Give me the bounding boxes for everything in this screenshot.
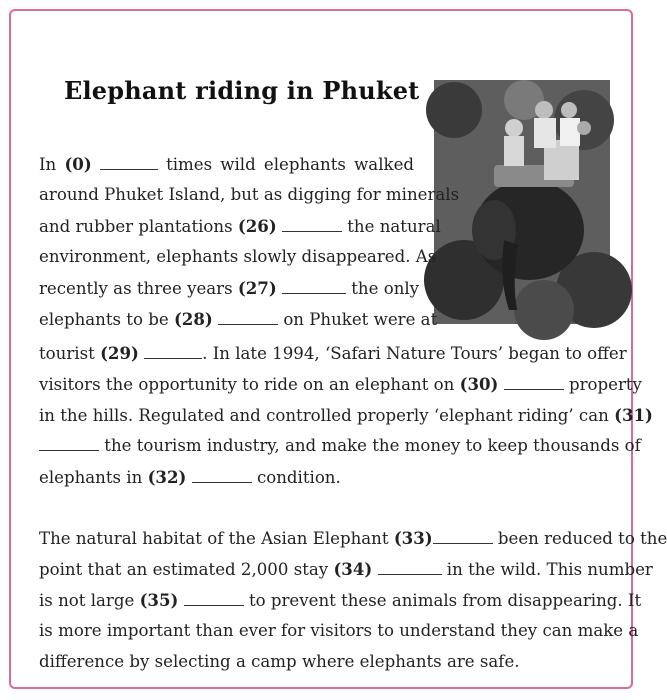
para2-line4: [39, 621, 639, 641]
text: is not large: [39, 591, 135, 610]
question-number: (34): [333, 559, 373, 579]
text: been reduced to the: [497, 529, 667, 548]
question-number: (26): [237, 216, 277, 236]
question-number: (30): [459, 374, 499, 394]
question-number: (31): [614, 405, 653, 425]
para1-line11: [39, 467, 603, 488]
answer-blank[interactable]: [144, 344, 202, 359]
answer-blank[interactable]: [504, 375, 564, 390]
para1-line8: [39, 374, 642, 395]
text: to prevent these animals from disappearing. It: [248, 591, 642, 610]
para1-line3: [39, 216, 441, 237]
text: on Phuket were at: [283, 310, 438, 329]
text: environment, elephants slowly disappeared. As: [39, 247, 437, 266]
para1-line2: [39, 185, 460, 205]
text: and rubber plantations: [39, 217, 233, 236]
text: The natural habitat of the Asian Elephant: [39, 529, 389, 548]
text: tourist: [39, 344, 95, 363]
answer-blank[interactable]: [433, 529, 493, 544]
question-number: (27): [237, 278, 277, 298]
para1-line4: [39, 247, 437, 267]
answer-blank[interactable]: [100, 155, 158, 170]
text: property: [568, 375, 642, 394]
text: the natural: [347, 217, 441, 236]
para1-line6: [39, 309, 438, 330]
para2-line3: [39, 590, 642, 611]
answer-blank[interactable]: [378, 560, 442, 575]
para1-line9: [39, 405, 653, 426]
question-number: (0): [64, 154, 92, 174]
answer-blank[interactable]: [282, 217, 342, 232]
text: . In late 1994, ‘Safari Nature Tours’ began to offer: [202, 344, 627, 363]
text: condition.: [256, 468, 341, 487]
para1-line10: [39, 436, 641, 456]
text: difference by selecting a camp where elephants are safe.: [39, 652, 520, 671]
elephant-riding-photo: [434, 80, 610, 324]
text: point that an estimated 2,000 stay: [39, 560, 329, 579]
text: visitors the opportunity to ride on an elephant on: [39, 375, 455, 394]
text: times wild elephants walked: [166, 155, 415, 174]
para2-line5: [39, 652, 603, 672]
para1-line1: [39, 154, 414, 175]
text: the tourism industry, and make the money to keep thousands of: [104, 436, 641, 455]
answer-blank[interactable]: [192, 468, 252, 483]
text: the only: [351, 279, 420, 298]
question-number: (35): [139, 590, 179, 610]
answer-blank[interactable]: [282, 279, 346, 294]
question-number: (33): [393, 528, 433, 548]
text: recently as three years: [39, 279, 233, 298]
question-number: (28): [173, 309, 213, 329]
para2-line1: [39, 528, 667, 549]
para1-line7: [39, 343, 627, 364]
answer-blank[interactable]: [39, 436, 99, 451]
question-number: (29): [100, 343, 139, 363]
text: elephants in: [39, 468, 143, 487]
text: is more important than ever for visitors to understand they can make a: [39, 621, 639, 640]
question-number: (32): [147, 467, 187, 487]
photo-drawing: [434, 80, 610, 324]
text: around Phuket Island, but as digging for minerals: [39, 185, 460, 204]
para1-line5: [39, 278, 420, 299]
page-title: Elephant riding in Phuket: [64, 76, 420, 105]
text: In: [39, 155, 57, 174]
para2-line2: [39, 559, 653, 580]
answer-blank[interactable]: [218, 310, 278, 325]
text: in the wild. This number: [446, 560, 653, 579]
text: elephants to be: [39, 310, 169, 329]
text: in the hills. Regulated and controlled properly ‘elephant riding’ can: [39, 406, 609, 425]
answer-blank[interactable]: [184, 591, 244, 606]
